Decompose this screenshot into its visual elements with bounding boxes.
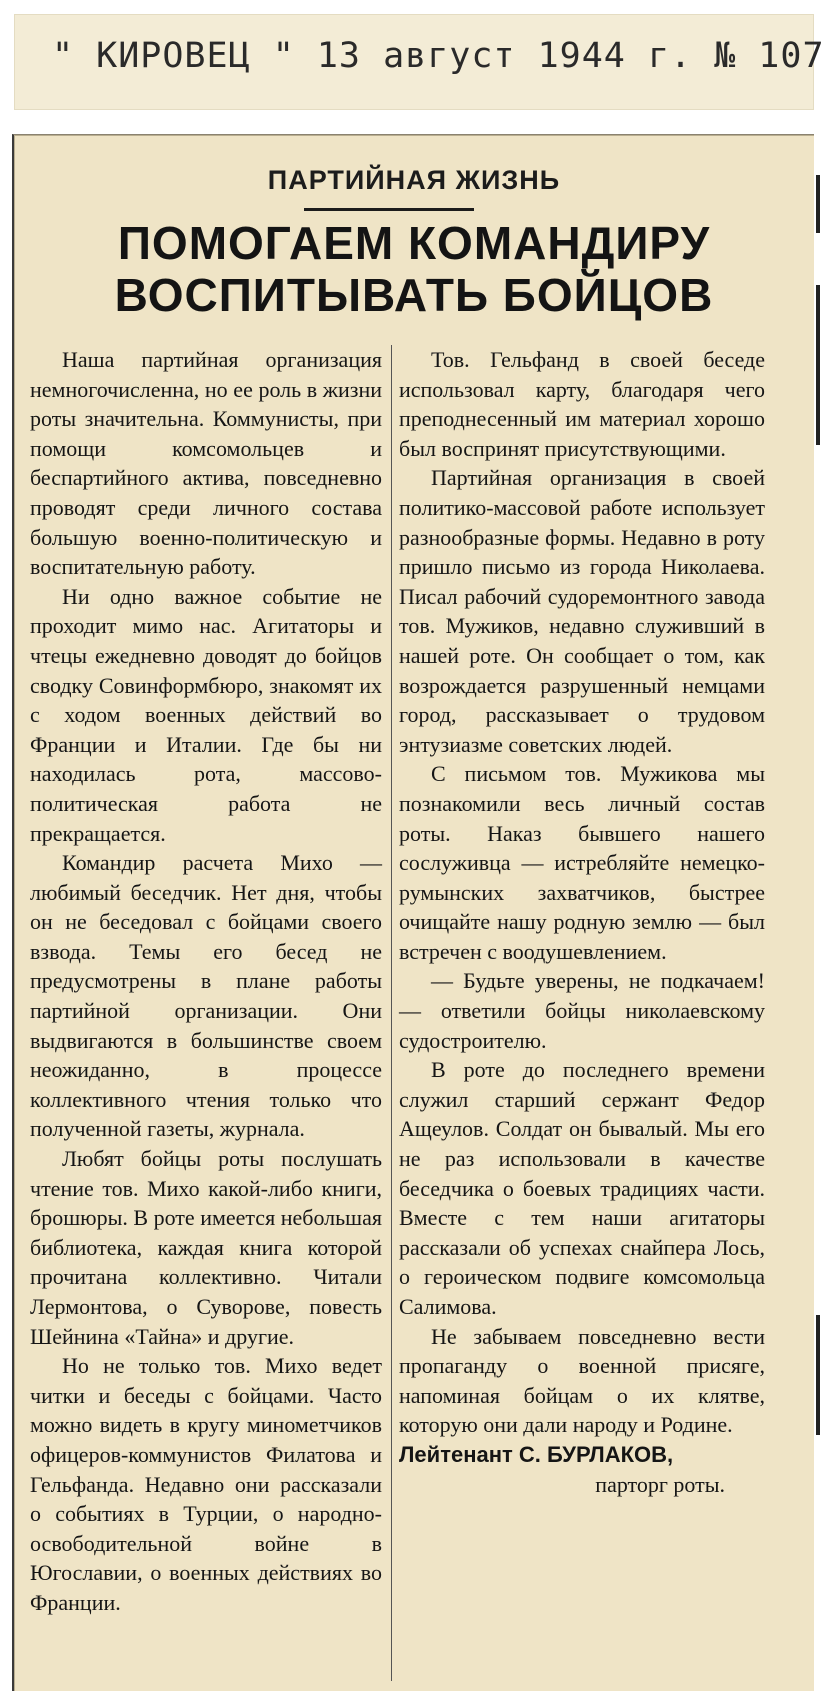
- article-headline: [14, 217, 814, 321]
- left-paragraph: Командир расчета Михо — любимый беседчик. Нет дня, чтобы он не беседовал с бойцами своего взвода. Темы его бесед не предусмотрены в плане работы партийной организации. Они выдвигаются в большинстве своем неожиданно, в процессе коллективного чтения только что полученной газеты, журнала.: [30, 850, 382, 1142]
- left-column: [30, 345, 382, 1618]
- right-paragraph: — Будьте уверены, не подкачаем! — ответили бойцы николаевскому судостроителю.: [399, 968, 765, 1053]
- left-paragraph: Но не только тов. Михо ведет читки и беседы с бойцами. Часто можно видеть в кругу минометчиков офицеров-коммунистов Филатова и Гельфанда. Недавно они рассказали о событиях в Турции, о народно-освободительной войне в Югославии, о военных действиях во Франции.: [30, 1353, 382, 1615]
- page-edge-mark: [816, 1315, 820, 1435]
- left-paragraph: Ни одно важное событие не проходит мимо нас. Агитаторы и чтецы ежедневно доводят до бойцов сводку Совинформбюро, знакомят их с ходом военных действий во Франции и Италии. Где бы ни находилась рота, массово-политическая работа не прекращается.: [30, 583, 382, 846]
- right-paragraph: В роте до последнего времени служил старший сержант Федор Ащеулов. Солдат он бывалый. Мы его не раз использовали в качестве беседчика о боевых традициях части. Вместе с тем наши агитаторы рассказали об успехах снайпера Лось, о героическом подвиге комсомольца Салимова.: [399, 1057, 765, 1319]
- right-paragraph: Партийная организация в своей политико-массовой работе использует разнообразные формы. Недавно в роту пришло письмо из города Николаева. Писал рабочий судоремонтного завода тов. Мужиков, недавно служивший в нашей роте. Он сообщает о том, как возрождается разрушенный немцами город, рассказывает о трудовом энтузиазме советских людей.: [399, 465, 765, 757]
- headline-line-1: ПОМОГАЕМ КОМАНДИРУ: [117, 217, 711, 269]
- author-signature: Лейтенант С. БУРЛАКОВ,: [399, 1441, 674, 1467]
- right-paragraph: С письмом тов. Мужикова мы познакомили весь личный состав роты. Наказ бывшего нашего сослуживца — истребляйте немецко-румынских захватчиков, быстрее очищайте нашу родную землю — был встречен с воодушевлением.: [399, 761, 765, 964]
- newspaper-clipping: [12, 134, 814, 1691]
- archive-label: [14, 14, 825, 110]
- right-column: [399, 345, 765, 1499]
- page-edge-mark: [816, 175, 820, 233]
- right-paragraph: Тов. Гельфанд в своей беседе использовал карту, благодаря чего преподнесенный им материал хорошо был воспринят присутствующими.: [399, 347, 765, 461]
- left-paragraph: Наша партийная организация немногочисленна, но ее роль в жизни роты значительна. Коммунисты, при помощи комсомольцев и беспартийного актива, повседневно проводят среди личного состава большую военно-политическую и воспитательную работу.: [30, 347, 382, 580]
- archive-label-text: " КИРОВЕЦ " 13 август 1944 г. № 107: [52, 36, 825, 76]
- rubric-underline: [304, 208, 474, 211]
- left-paragraph: Любят бойцы роты послушать чтение тов. Михо какой-либо книги, брошюры. В роте имеется небольшая библиотека, каждая книга которой прочитана коллективно. Читали Лермонтова, о Суворове, повесть Шейнина «Тайна» и другие.: [30, 1146, 382, 1349]
- page-edge-mark: [816, 285, 820, 445]
- author-role: парторг роты.: [595, 1471, 725, 1497]
- rubric-heading: ПАРТИЙНАЯ ЖИЗНЬ: [267, 165, 561, 195]
- headline-line-2: ВОСПИТЫВАТЬ БОЙЦОВ: [114, 269, 714, 321]
- column-divider: [391, 345, 392, 1681]
- right-paragraph: Не забываем повседневно вести пропаганду о военной присяге, напоминая бойцам о их клятве, которую они дали народу и Родине.: [399, 1323, 765, 1438]
